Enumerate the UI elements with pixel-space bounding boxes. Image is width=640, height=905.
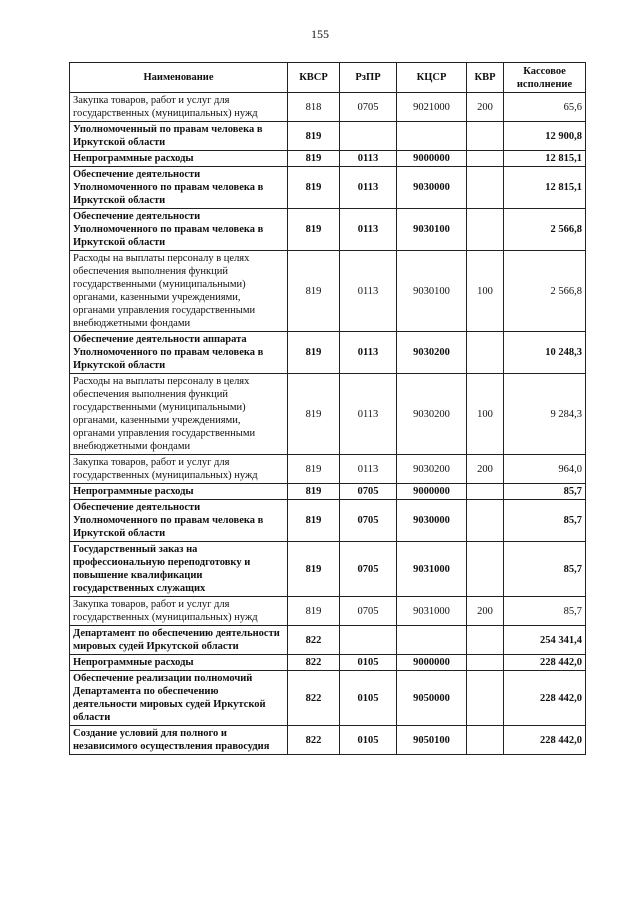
cell-rzpr: 0105: [340, 655, 397, 671]
table-row: [70, 93, 586, 122]
cell-kvsr: 819: [288, 122, 340, 151]
cell-amount: 254 341,4: [504, 626, 586, 655]
cell-kcsr: [397, 122, 467, 151]
cell-kvr: [467, 726, 504, 755]
cell-amount: 10 248,3: [504, 332, 586, 374]
cell-kvr: [467, 500, 504, 542]
cell-rzpr: 0705: [340, 500, 397, 542]
cell-kcsr: 9030200: [397, 374, 467, 455]
cell-kvsr: 819: [288, 500, 340, 542]
cell-kvr: 100: [467, 251, 504, 332]
cell-kvr: [467, 151, 504, 167]
cell-kvr: 100: [467, 374, 504, 455]
header-name: Наименование: [70, 63, 288, 93]
cell-kvr: [467, 671, 504, 726]
cell-rzpr: 0113: [340, 167, 397, 209]
table-row: [70, 671, 586, 726]
cell-rzpr: 0113: [340, 151, 397, 167]
cell-kcsr: 9050100: [397, 726, 467, 755]
table-header-row: [70, 63, 586, 93]
cell-kcsr: [397, 626, 467, 655]
cell-kvr: [467, 122, 504, 151]
cell-kcsr: 9000000: [397, 151, 467, 167]
cell-amount: 228 442,0: [504, 655, 586, 671]
table-row: [70, 597, 586, 626]
cell-kcsr: 9030000: [397, 500, 467, 542]
cell-kvr: [467, 484, 504, 500]
budget-execution-table: [69, 62, 586, 755]
cell-amount: 85,7: [504, 597, 586, 626]
cell-rzpr: 0113: [340, 209, 397, 251]
cell-kcsr: 9021000: [397, 93, 467, 122]
cell-kvsr: 819: [288, 151, 340, 167]
cell-kvr: [467, 167, 504, 209]
table-row: [70, 122, 586, 151]
table-row: [70, 332, 586, 374]
cell-kcsr: 9031000: [397, 542, 467, 597]
cell-kvsr: 819: [288, 597, 340, 626]
header-cash-execution: Кассовое исполнение: [504, 63, 586, 93]
cell-name: Закупка товаров, работ и услуг для государственных (муниципальных) нужд: [70, 455, 288, 484]
cell-rzpr: 0705: [340, 542, 397, 597]
cell-name: Непрограммные расходы: [70, 484, 288, 500]
table-row: [70, 374, 586, 455]
cell-kvr: 200: [467, 93, 504, 122]
cell-name: Департамент по обеспечению деятельности мировых судей Иркутской области: [70, 626, 288, 655]
cell-amount: 964,0: [504, 455, 586, 484]
cell-name: Обеспечение деятельности Уполномоченного по правам человека в Иркутской области: [70, 167, 288, 209]
cell-rzpr: [340, 626, 397, 655]
table-row: [70, 626, 586, 655]
cell-rzpr: [340, 122, 397, 151]
cell-kvsr: 822: [288, 655, 340, 671]
table-row: [70, 655, 586, 671]
header-kvr: КВР: [467, 63, 504, 93]
cell-kvsr: 822: [288, 671, 340, 726]
cell-amount: 12 900,8: [504, 122, 586, 151]
table-row: [70, 484, 586, 500]
table-row: [70, 209, 586, 251]
cell-name: Обеспечение деятельности аппарата Уполномоченного по правам человека в Иркутской области: [70, 332, 288, 374]
cell-kcsr: 9030200: [397, 455, 467, 484]
cell-kvsr: 818: [288, 93, 340, 122]
cell-kcsr: 9030000: [397, 167, 467, 209]
cell-amount: 85,7: [504, 500, 586, 542]
cell-kcsr: 9031000: [397, 597, 467, 626]
cell-rzpr: 0113: [340, 374, 397, 455]
cell-name: Расходы на выплаты персоналу в целях обеспечения выполнения функций государственными (муниципальными) органами, казенными учреждениями, органами управления государственными внебюджетными фондами: [70, 251, 288, 332]
cell-kvsr: 819: [288, 374, 340, 455]
cell-amount: 85,7: [504, 542, 586, 597]
cell-rzpr: 0113: [340, 455, 397, 484]
cell-amount: 2 566,8: [504, 209, 586, 251]
cell-name: Обеспечение деятельности Уполномоченного по правам человека в Иркутской области: [70, 500, 288, 542]
cell-kcsr: 9030100: [397, 209, 467, 251]
cell-kvsr: 822: [288, 626, 340, 655]
cell-name: Создание условий для полного и независимого осуществления правосудия: [70, 726, 288, 755]
page-number: 155: [311, 27, 329, 41]
cell-kvsr: 819: [288, 209, 340, 251]
cell-amount: 228 442,0: [504, 726, 586, 755]
cell-kvr: [467, 626, 504, 655]
cell-name: Уполномоченный по правам человека в Иркутской области: [70, 122, 288, 151]
cell-amount: 2 566,8: [504, 251, 586, 332]
cell-name: Расходы на выплаты персоналу в целях обеспечения выполнения функций государственными (муниципальными) органами, казенными учреждениями, органами управления государственными внебюджетными фондами: [70, 374, 288, 455]
cell-amount: 65,6: [504, 93, 586, 122]
cell-amount: 85,7: [504, 484, 586, 500]
cell-kcsr: 9050000: [397, 671, 467, 726]
cell-name: Закупка товаров, работ и услуг для государственных (муниципальных) нужд: [70, 597, 288, 626]
table-row: [70, 455, 586, 484]
cell-kcsr: 9030100: [397, 251, 467, 332]
header-kcsr: КЦСР: [397, 63, 467, 93]
cell-kvsr: 819: [288, 251, 340, 332]
cell-kvsr: 822: [288, 726, 340, 755]
cell-name: Государственный заказ на профессиональную переподготовку и повышение квалификации государственных служащих: [70, 542, 288, 597]
cell-kvsr: 819: [288, 542, 340, 597]
cell-name: Обеспечение деятельности Уполномоченного по правам человека в Иркутской области: [70, 209, 288, 251]
cell-kvr: [467, 655, 504, 671]
cell-rzpr: 0105: [340, 671, 397, 726]
cell-kvr: [467, 542, 504, 597]
cell-kvsr: 819: [288, 167, 340, 209]
cell-rzpr: 0705: [340, 93, 397, 122]
table-row: [70, 500, 586, 542]
table-row: [70, 542, 586, 597]
cell-name: Непрограммные расходы: [70, 655, 288, 671]
header-rzpr: РзПР: [340, 63, 397, 93]
cell-kcsr: 9000000: [397, 484, 467, 500]
table-row: [70, 726, 586, 755]
cell-amount: 228 442,0: [504, 671, 586, 726]
table-row: [70, 151, 586, 167]
cell-kcsr: 9000000: [397, 655, 467, 671]
table-row: [70, 167, 586, 209]
cell-kvr: 200: [467, 597, 504, 626]
cell-amount: 9 284,3: [504, 374, 586, 455]
cell-kvr: 200: [467, 455, 504, 484]
cell-amount: 12 815,1: [504, 151, 586, 167]
cell-rzpr: 0113: [340, 332, 397, 374]
cell-name: Закупка товаров, работ и услуг для государственных (муниципальных) нужд: [70, 93, 288, 122]
header-kvsr: КВСР: [288, 63, 340, 93]
cell-rzpr: 0113: [340, 251, 397, 332]
cell-name: Обеспечение реализации полномочий Департамента по обеспечению деятельности мировых судей Иркутской области: [70, 671, 288, 726]
cell-kvsr: 819: [288, 332, 340, 374]
cell-amount: 12 815,1: [504, 167, 586, 209]
cell-kvsr: 819: [288, 484, 340, 500]
cell-name: Непрограммные расходы: [70, 151, 288, 167]
cell-kvsr: 819: [288, 455, 340, 484]
cell-rzpr: 0705: [340, 484, 397, 500]
table-body: [70, 93, 586, 755]
cell-kcsr: 9030200: [397, 332, 467, 374]
cell-kvr: [467, 332, 504, 374]
table-row: [70, 251, 586, 332]
cell-rzpr: 0705: [340, 597, 397, 626]
cell-rzpr: 0105: [340, 726, 397, 755]
cell-kvr: [467, 209, 504, 251]
